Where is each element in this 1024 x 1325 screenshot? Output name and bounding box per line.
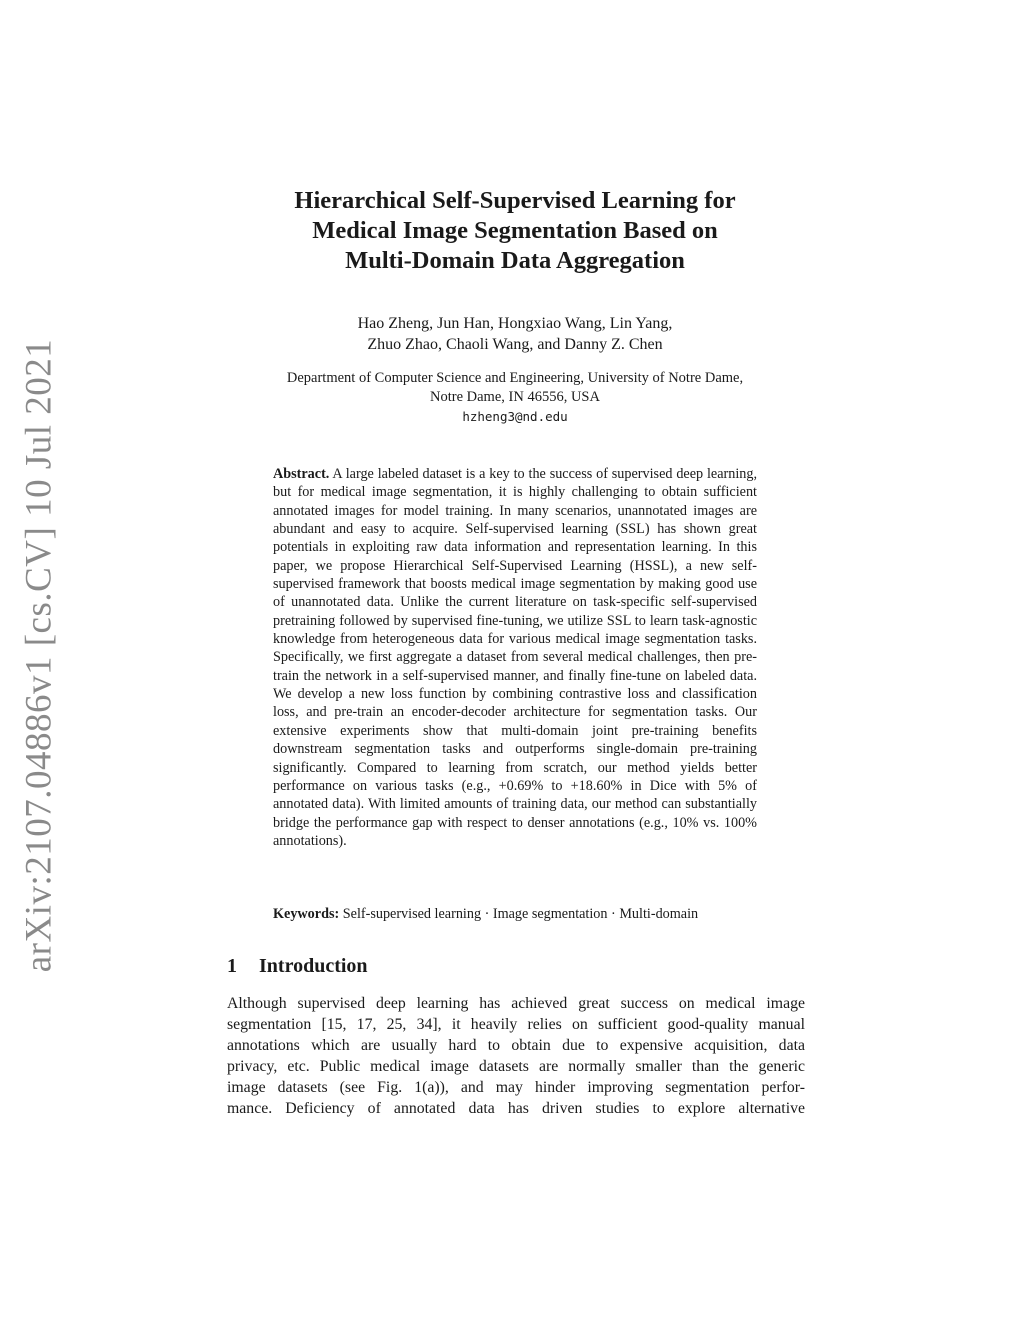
author-line-2: Zhuo Zhao, Chaoli Wang, and Danny Z. Chen (367, 336, 663, 353)
title-line-3: Multi-Domain Data Aggregation (345, 247, 685, 274)
body-line: image datasets (see Fig. 1(a)), and may hinder improving segmentation perfor- (227, 1078, 805, 1096)
paper-title (200, 186, 830, 276)
keywords-text: Self-supervised learning · Image segmentation · Multi-domain (342, 906, 699, 922)
abstract-text: A large labeled dataset is a key to the success of supervised deep learning, but for medical image segmentation, it is highly challenging to obtain sufficient annotated images for model training. In many scenarios, unannotated images are abundant and easy to acquire. Self-supervised learning (SSL) has shown great potentials in exploiting raw data information and representation learning. In this paper, we propose Hierarchical Self-Supervised Learning (HSSL), a new self-supervised framework that boosts medical image segmentation by making good use of unannotated data. Unlike the current literature on task-specific self-supervised pretraining followed by supervised fine-tuning, we utilize SSL to learn task-agnostic knowledge from heterogeneous data for various medical image segmentation tasks. Specifically, we first aggregate a dataset from several medical challenges, then pre-train the network in a self-supervised manner, and finally fine-tune on labeled data. We develop a new loss function by combining contrastive loss and classification loss, and pre-train an encoder-decoder architecture for segmentation tasks. Our extensive experiments show that multi-domain joint pre-training benefits downstream segmentation tasks and outperforms single-domain pre-training significantly. Compared to learning from scratch, our method yields better performance on various tasks (e.g., +0.69% to +18.60% in Dice with 5% of annotated data). With limited amounts of training data, our method can substantially bridge the performance gap with respect to denser annotations (e.g., 10% vs. 100% annotations). (273, 466, 757, 849)
abstract-label: Abstract. (273, 466, 330, 482)
introduction-paragraph (227, 994, 805, 1119)
body-line: annotations which are usually hard to obtain due to expensive acquisition, data (227, 1036, 805, 1054)
title-line-1: Hierarchical Self-Supervised Learning for (294, 187, 736, 214)
body-line: segmentation [15, 17, 25, 34], it heavily relies on sufficient good-quality manual (227, 1015, 805, 1033)
author-list (200, 313, 830, 355)
affiliation-line-1: Department of Computer Science and Engineering, University of Notre Dame, (286, 370, 744, 386)
arxiv-identifier-stamp (12, 338, 66, 972)
keywords-label: Keywords: (273, 906, 340, 922)
affiliation-line-2: Notre Dame, IN 46556, USA (430, 389, 600, 405)
contact-email: hzheng3@nd.edu (462, 409, 568, 424)
section-title: Introduction (259, 955, 368, 977)
abstract (273, 465, 757, 850)
keywords (273, 905, 773, 923)
arxiv-identifier-text: arXiv:2107.04886v1 [cs.CV] 10 Jul 2021 (18, 338, 60, 972)
section-heading-introduction (227, 954, 368, 978)
body-line: mance. Deficiency of annotated data has driven studies to explore alternative (227, 1099, 805, 1117)
title-line-2: Medical Image Segmentation Based on (312, 217, 718, 244)
body-line: Although supervised deep learning has achieved great success on medical image (227, 995, 805, 1012)
section-number: 1 (227, 955, 237, 977)
author-line-1: Hao Zheng, Jun Han, Hongxiao Wang, Lin Yang, (357, 315, 673, 332)
affiliation (200, 369, 830, 426)
body-line: privacy, etc. Public medical image datasets are normally smaller than the generic (227, 1057, 805, 1075)
